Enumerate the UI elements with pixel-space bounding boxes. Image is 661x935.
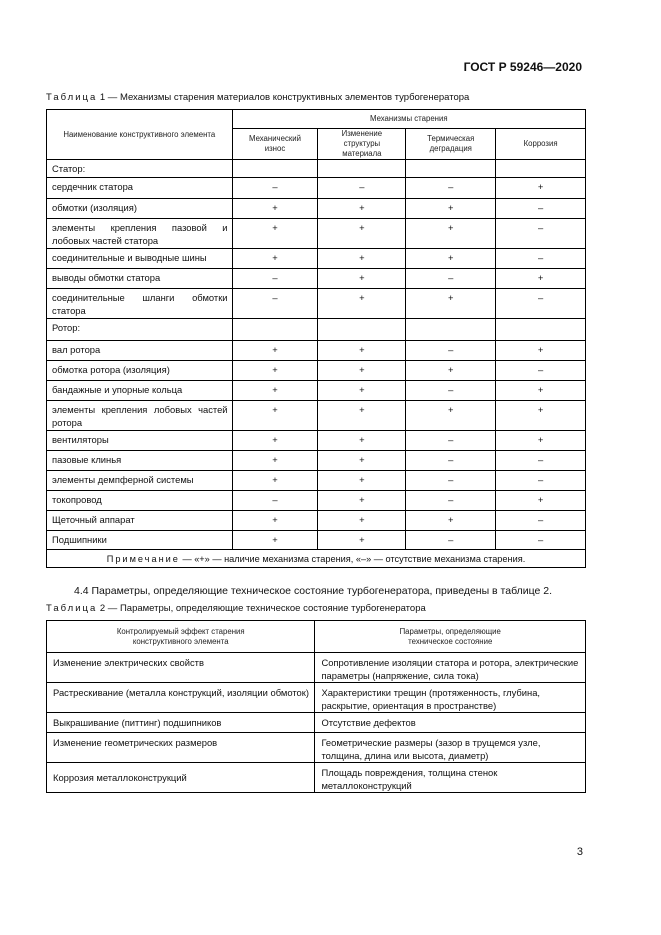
aging-effect: Изменение геометрических размеров [47,733,315,763]
mechanism-mark: + [232,341,318,361]
mechanism-mark: + [496,431,586,451]
element-name: вентиляторы [47,431,233,451]
mechanism-mark: + [406,511,496,531]
table-row [47,269,586,289]
mechanism-mark: + [318,401,406,431]
mechanism-mark [496,319,586,341]
table-row [47,381,586,401]
mechanism-mark [496,160,586,178]
mechanism-mark: + [318,531,406,550]
table-row [47,249,586,269]
element-name: Статор: [47,160,233,178]
mechanism-mark: + [232,361,318,381]
mechanism-mark: – [406,531,496,550]
mechanism-mark: + [232,431,318,451]
note-text: — «+» — наличие механизма старения, «–» — отсутствие механизма старения. [179,553,526,564]
condition-parameters-table [46,620,586,793]
table-row [47,683,586,713]
element-name: обмотка ротора (изоляция) [47,361,233,381]
mechanism-mark: – [232,178,318,199]
mechanism-mark: + [318,269,406,289]
mechanism-mark: + [232,401,318,431]
mechanism-mark: + [318,471,406,491]
col-header-corrosion: Коррозия [496,129,586,160]
element-name: Щеточный аппарат [47,511,233,531]
mechanism-mark: – [406,491,496,511]
element-name: вал ротора [47,341,233,361]
table2-caption-text: 2 — Параметры, определяющие техническое состояние турбогенератора [97,603,426,614]
col-header-aging-effect: Контролируемый эффект старения конструктивного элемента [47,621,315,653]
table-row [47,199,586,219]
table-row [47,451,586,471]
col-header-thermal-degradation: Термическая деградация [406,129,496,160]
table-row [47,763,586,793]
aging-effect: Коррозия металлоконструкций [47,763,315,793]
mechanism-mark: – [496,361,586,381]
mechanism-mark [318,160,406,178]
element-name: выводы обмотки статора [47,269,233,289]
mechanism-mark: – [406,341,496,361]
mechanism-mark: – [406,269,496,289]
table-row [47,361,586,381]
element-name: бандажные и упорные кольца [47,381,233,401]
mechanism-mark: + [318,511,406,531]
col-header-element-name: Наименование конструктивного элемента [47,110,233,160]
mechanism-mark: + [496,401,586,431]
mechanism-mark: + [318,249,406,269]
mechanism-mark: – [406,381,496,401]
mechanism-mark: – [406,451,496,471]
mechanism-mark: – [496,219,586,249]
mechanism-mark [406,319,496,341]
element-name: соединительные шланги обмотки статора [47,289,233,319]
mechanism-mark: + [318,199,406,219]
element-name: обмотки (изоляция) [47,199,233,219]
mechanism-mark: + [496,178,586,199]
mechanism-mark: + [318,361,406,381]
section-paragraph: 4.4 Параметры, определяющие техническое состояние турбогенератора, приведены в таблице 2. [74,585,553,597]
mechanism-mark: + [406,361,496,381]
mechanism-mark: + [318,289,406,319]
mechanism-mark: + [232,531,318,550]
mechanism-mark: + [232,219,318,249]
col-header-mech-wear: Механический износ [232,129,318,160]
mechanism-mark: – [406,178,496,199]
mechanism-mark: + [406,401,496,431]
mechanism-mark: – [406,431,496,451]
table-row [47,511,586,531]
element-name: элементы крепления лобовых частей ротора [47,401,233,431]
mechanism-mark: + [496,341,586,361]
mechanism-mark [406,160,496,178]
table-row [47,531,586,550]
element-name: Ротор: [47,319,233,341]
standard-number: ГОСТ Р 59246—2020 [463,60,582,74]
table1-caption [46,92,469,103]
element-name: элементы демпферной системы [47,471,233,491]
mechanism-mark: + [406,219,496,249]
mechanism-mark: + [406,249,496,269]
aging-effect: Растрескивание (металла конструкций, изоляции обмоток) [47,683,315,713]
mechanism-mark: + [318,219,406,249]
mechanism-mark: + [232,511,318,531]
mechanism-mark: + [318,381,406,401]
mechanism-mark: – [232,491,318,511]
aging-mechanisms-table [46,109,586,568]
mechanism-mark: + [232,249,318,269]
element-name: соединительные и выводные шины [47,249,233,269]
table-row [47,653,586,683]
condition-parameters: Сопротивление изоляции статора и ротора, электрические параметры (напряжение, сила тока) [315,653,586,683]
mechanism-mark: + [232,471,318,491]
mechanism-mark: + [318,341,406,361]
mechanism-mark: – [318,178,406,199]
mechanism-mark: + [232,381,318,401]
table2-caption-label: Таблица [46,603,98,614]
table-row [47,160,586,178]
table-row [47,491,586,511]
condition-parameters: Отсутствие дефектов [315,713,586,733]
mechanism-mark: – [232,289,318,319]
table-row [47,341,586,361]
mechanism-mark: – [496,289,586,319]
table-row [47,431,586,451]
table-row [47,733,586,763]
condition-parameters: Характеристики трещин (протяженность, глубина, раскрытие, ориентация в пространстве) [315,683,586,713]
note-label: Примечание [106,553,180,564]
condition-parameters: Площадь повреждения, толщина стенок металлоконструкций [315,763,586,793]
element-name: элементы крепления пазовой и лобовых частей статора [47,219,233,249]
mechanism-mark: + [318,491,406,511]
mechanism-mark: + [232,451,318,471]
table1-caption-label: Таблица [46,92,98,103]
mechanism-mark: + [406,199,496,219]
mechanism-mark: – [406,471,496,491]
element-name: Подшипники [47,531,233,550]
table-row [47,713,586,733]
col-header-condition-params: Параметры, определяющие техническое состояние [315,621,586,653]
mechanism-mark [232,160,318,178]
element-name: сердечник статора [47,178,233,199]
table2-caption [46,603,426,614]
mechanism-mark [318,319,406,341]
aging-effect: Выкрашивание (питтинг) подшипников [47,713,315,733]
aging-effect: Изменение электрических свойств [47,653,315,683]
mechanism-mark: – [496,531,586,550]
mechanism-mark: – [496,451,586,471]
page-number: 3 [576,846,583,858]
table-row [47,289,586,319]
table1-note [47,550,586,568]
col-header-structure-change: Изменение структуры материала [318,129,406,160]
table-row [47,471,586,491]
mechanism-mark: + [406,289,496,319]
mechanism-mark: + [232,199,318,219]
mechanism-mark: + [318,431,406,451]
mechanism-mark: – [496,471,586,491]
table-row [47,319,586,341]
table-row [47,401,586,431]
mechanism-mark: + [496,269,586,289]
mechanism-mark: + [318,451,406,471]
group-header-mechanisms: Механизмы старения [232,110,585,129]
element-name: пазовые клинья [47,451,233,471]
mechanism-mark: + [496,381,586,401]
condition-parameters: Геометрические размеры (зазор в трущемся узле, толщина, длина или высота, диаметр) [315,733,586,763]
element-name: токопровод [47,491,233,511]
mechanism-mark: – [232,269,318,289]
mechanism-mark: + [496,491,586,511]
mechanism-mark: – [496,511,586,531]
mechanism-mark: – [496,249,586,269]
mechanism-mark [232,319,318,341]
table-row [47,178,586,199]
mechanism-mark: – [496,199,586,219]
table1-caption-text: 1 — Механизмы старения материалов конструктивных элементов турбогенератора [97,92,470,103]
table-row [47,219,586,249]
